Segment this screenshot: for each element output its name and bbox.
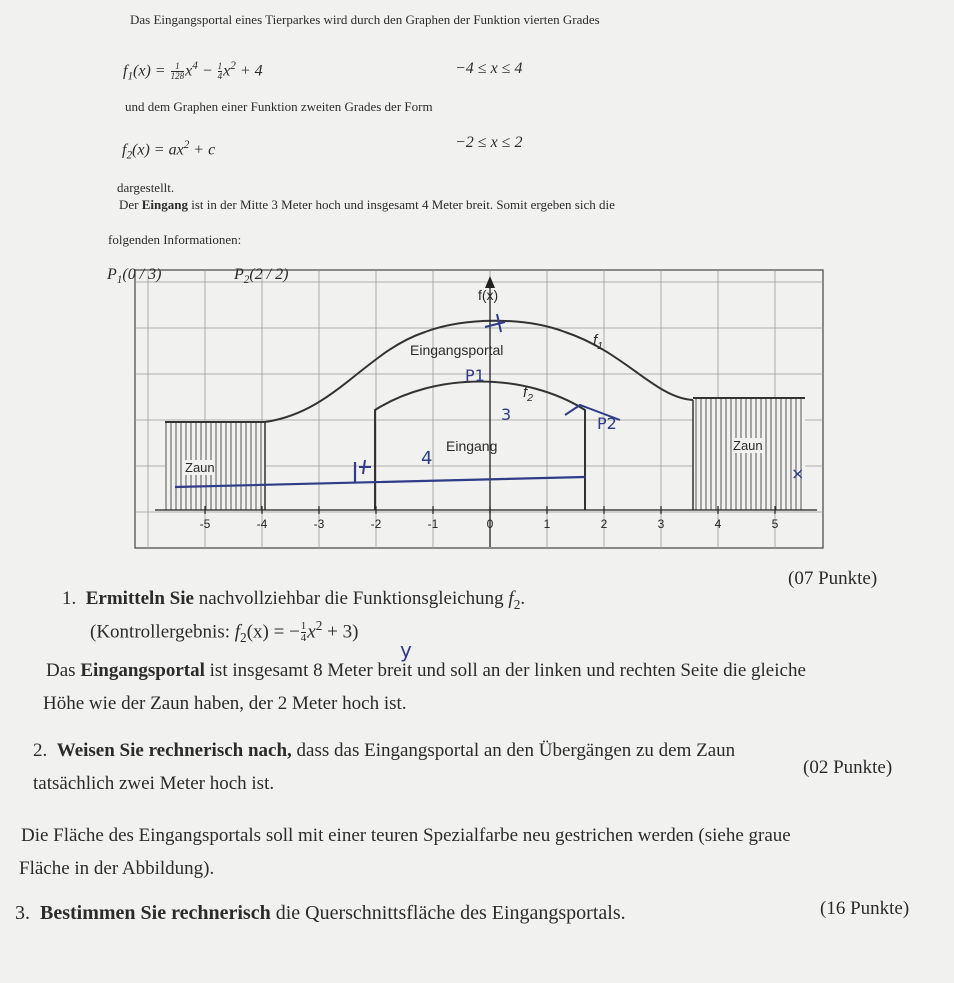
x-tick-label: 3 <box>657 517 665 531</box>
f2-equation: $f_2(x) = ax^2 + c$ <box>122 139 216 162</box>
x-tick-label: -3 <box>313 517 325 531</box>
task1-points: (07 Punkte) <box>788 568 878 589</box>
fx-label: f(x) <box>478 287 499 303</box>
intro-line-3: dargestellt. <box>117 180 175 195</box>
task2-line-2: tatsächlich zwei Meter hoch ist. <box>33 773 275 794</box>
f1-label: $f_1$ <box>593 332 604 352</box>
portal-label: Eingangsportal <box>410 342 504 358</box>
task3-text: 3. Bestimmen Sie rechnerisch die Querschnittsfläche des Eingangsportals. <box>15 902 626 924</box>
portal-figure <box>105 262 825 552</box>
p1-label: $P_1(0 / 3)$ <box>107 266 162 287</box>
x-tick-label: 1 <box>543 517 551 531</box>
para3-line-1: Die Fläche des Eingangsportals soll mit einer teuren Spezialfarbe neu gestrichen werden (siehe graue <box>21 825 791 846</box>
task3-points: (16 Punkte) <box>820 898 910 919</box>
para2-line-2: Höhe wie der Zaun haben, der 2 Meter hoch ist. <box>43 693 407 714</box>
task2-text: 2. Weisen Sie rechnerisch nach, dass das Eingangsportal an den Übergängen zu dem Zaun <box>33 740 736 761</box>
x-tick-label: 5 <box>771 517 779 531</box>
hand-marks <box>359 460 371 474</box>
f2-label: $f_2$ <box>523 384 534 404</box>
x-tick-label: -1 <box>427 517 439 531</box>
p2-label: $P_2(2 / 2)$ <box>234 266 289 287</box>
f1-domain: −4 ≤ x ≤ 4 <box>455 60 523 77</box>
hand-tick-top <box>485 314 505 332</box>
x-tick-label: -5 <box>199 517 211 531</box>
intro-line-4: Der Eingang ist in der Mitte 3 Meter hoch und insgesamt 4 Meter breit. Somit ergeben sich die <box>119 197 615 212</box>
x-tick-label: 4 <box>714 517 722 531</box>
intro-line-2: und dem Graphen einer Funktion zweiten Grades der Form <box>125 99 433 114</box>
x-tick-label: 2 <box>600 517 608 531</box>
fence-left-area <box>165 422 265 510</box>
para2-line-1: Das Eingangsportal ist insgesamt 8 Meter breit und soll an der linken und rechten Seite die gleiche <box>46 660 806 681</box>
para3-line-2: Fläche in der Abbildung). <box>19 858 215 879</box>
x-tick-label: 0 <box>486 517 494 531</box>
f2-domain: −2 ≤ x ≤ 2 <box>455 134 523 151</box>
gate-label: Eingang <box>446 438 498 454</box>
task2-points: (02 Punkte) <box>803 757 893 778</box>
f1-equation: $f_1(x)$ = $\frac{1}{128}$ $x^4$ − $\frac{1}{4}$ $x^2 + 4$ <box>123 60 263 83</box>
hand-cross: × <box>791 464 805 483</box>
intro-line-5: folgenden Informationen: <box>108 232 242 247</box>
intro-line-1: Das Eingangsportal eines Tierparkes wird durch den Graphen der Funktion vierten Grades <box>130 12 600 27</box>
task1-check: (Kontrollergebnis: $f_2(x)$ = − $\frac{1}{4}$ $x^2 + 3$) <box>90 618 359 646</box>
fence-left-label: Zaun <box>185 460 215 475</box>
task1-text: 1. Ermitteln Sie nachvollziehbar die Funktionsgleichung $f_2$. <box>62 588 526 612</box>
fence-right-area <box>693 398 805 510</box>
hand-four: 4 <box>421 448 433 469</box>
fence-right-label: Zaun <box>733 438 763 453</box>
hand-p2: P2 <box>597 414 617 433</box>
x-tick-label: -2 <box>370 517 382 531</box>
x-tick-label: -4 <box>256 517 268 531</box>
hand-three: 3 <box>501 405 512 424</box>
hand-p1: P1 <box>465 366 485 385</box>
portal-graph <box>105 262 825 552</box>
task1-hand-mark: y <box>400 638 412 662</box>
